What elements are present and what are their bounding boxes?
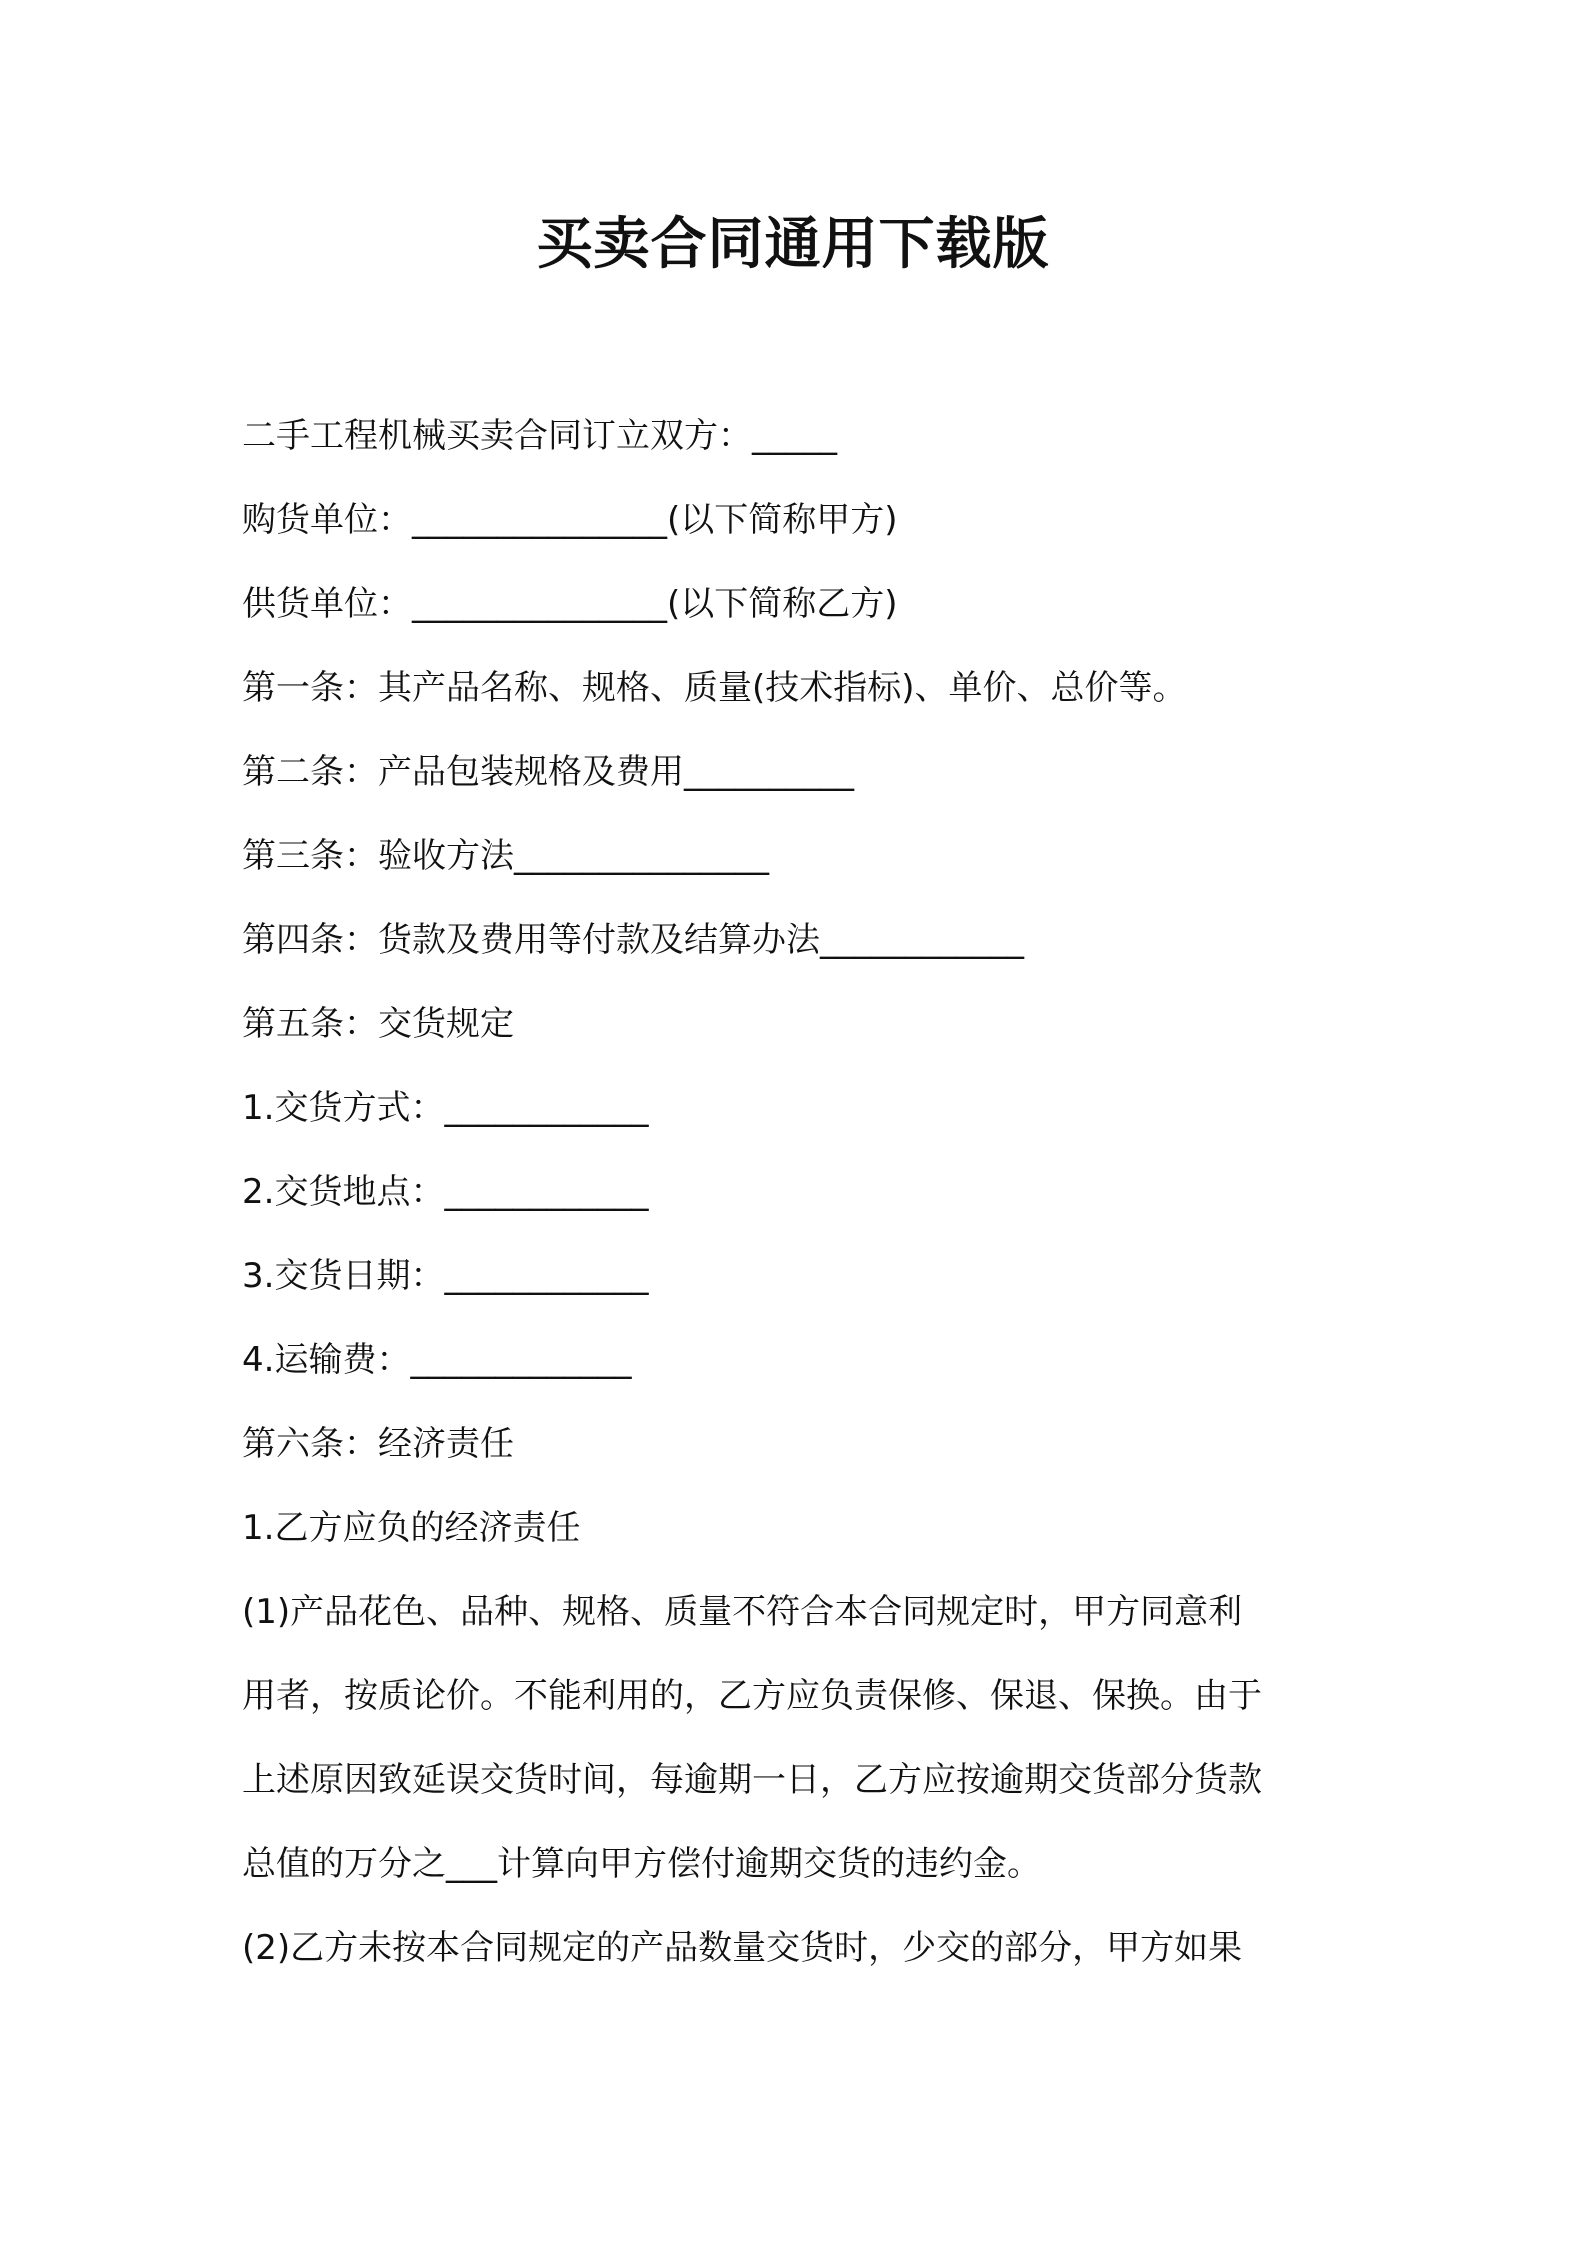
document-title: 买卖合同通用下载版 xyxy=(536,212,1050,277)
transport-fee: 4.运输费：_____________ xyxy=(242,1340,632,1380)
seller-liability-heading: 1.乙方应负的经济责任 xyxy=(242,1508,581,1548)
article-4: 第四条：货款及费用等付款及结算办法____________ xyxy=(242,920,1024,960)
liability-paragraph-2 xyxy=(242,1906,1362,1990)
document-body xyxy=(242,394,1362,1990)
paragraph-line: (1)产品花色、品种、规格、质量不符合本合同规定时，甲方同意利 xyxy=(242,1592,1243,1632)
article-3: 第三条：验收方法_______________ xyxy=(242,836,769,876)
liability-paragraph-1 xyxy=(242,1570,1362,1906)
delivery-place: 2.交货地点：____________ xyxy=(242,1172,649,1212)
delivery-method: 1.交货方式：____________ xyxy=(242,1088,649,1128)
paragraph-line: 上述原因致延误交货时间，每逾期一日，乙方应按逾期交货部分货款 xyxy=(242,1760,1262,1800)
article-5: 第五条：交货规定 xyxy=(242,1004,514,1044)
paragraph-line: 用者，按质论价。不能利用的，乙方应负责保修、保退、保换。由于 xyxy=(242,1676,1262,1716)
paragraph-line: 总值的万分之___计算向甲方偿付逾期交货的违约金。 xyxy=(242,1844,1041,1884)
article-2: 第二条：产品包装规格及费用__________ xyxy=(242,752,854,792)
paragraph-line: (2)乙方未按本合同规定的产品数量交货时，少交的部分，甲方如果 xyxy=(242,1928,1243,1968)
buyer-line: 购货单位：_______________(以下简称甲方) xyxy=(242,500,898,540)
article-6: 第六条：经济责任 xyxy=(242,1424,514,1464)
seller-line: 供货单位：_______________(以下简称乙方) xyxy=(242,584,898,624)
delivery-date: 3.交货日期：____________ xyxy=(242,1256,649,1296)
parties-line: 二手工程机械买卖合同订立双方：_____ xyxy=(242,416,837,456)
article-1: 第一条：其产品名称、规格、质量(技术指标)、单价、总价等。 xyxy=(242,668,1187,708)
